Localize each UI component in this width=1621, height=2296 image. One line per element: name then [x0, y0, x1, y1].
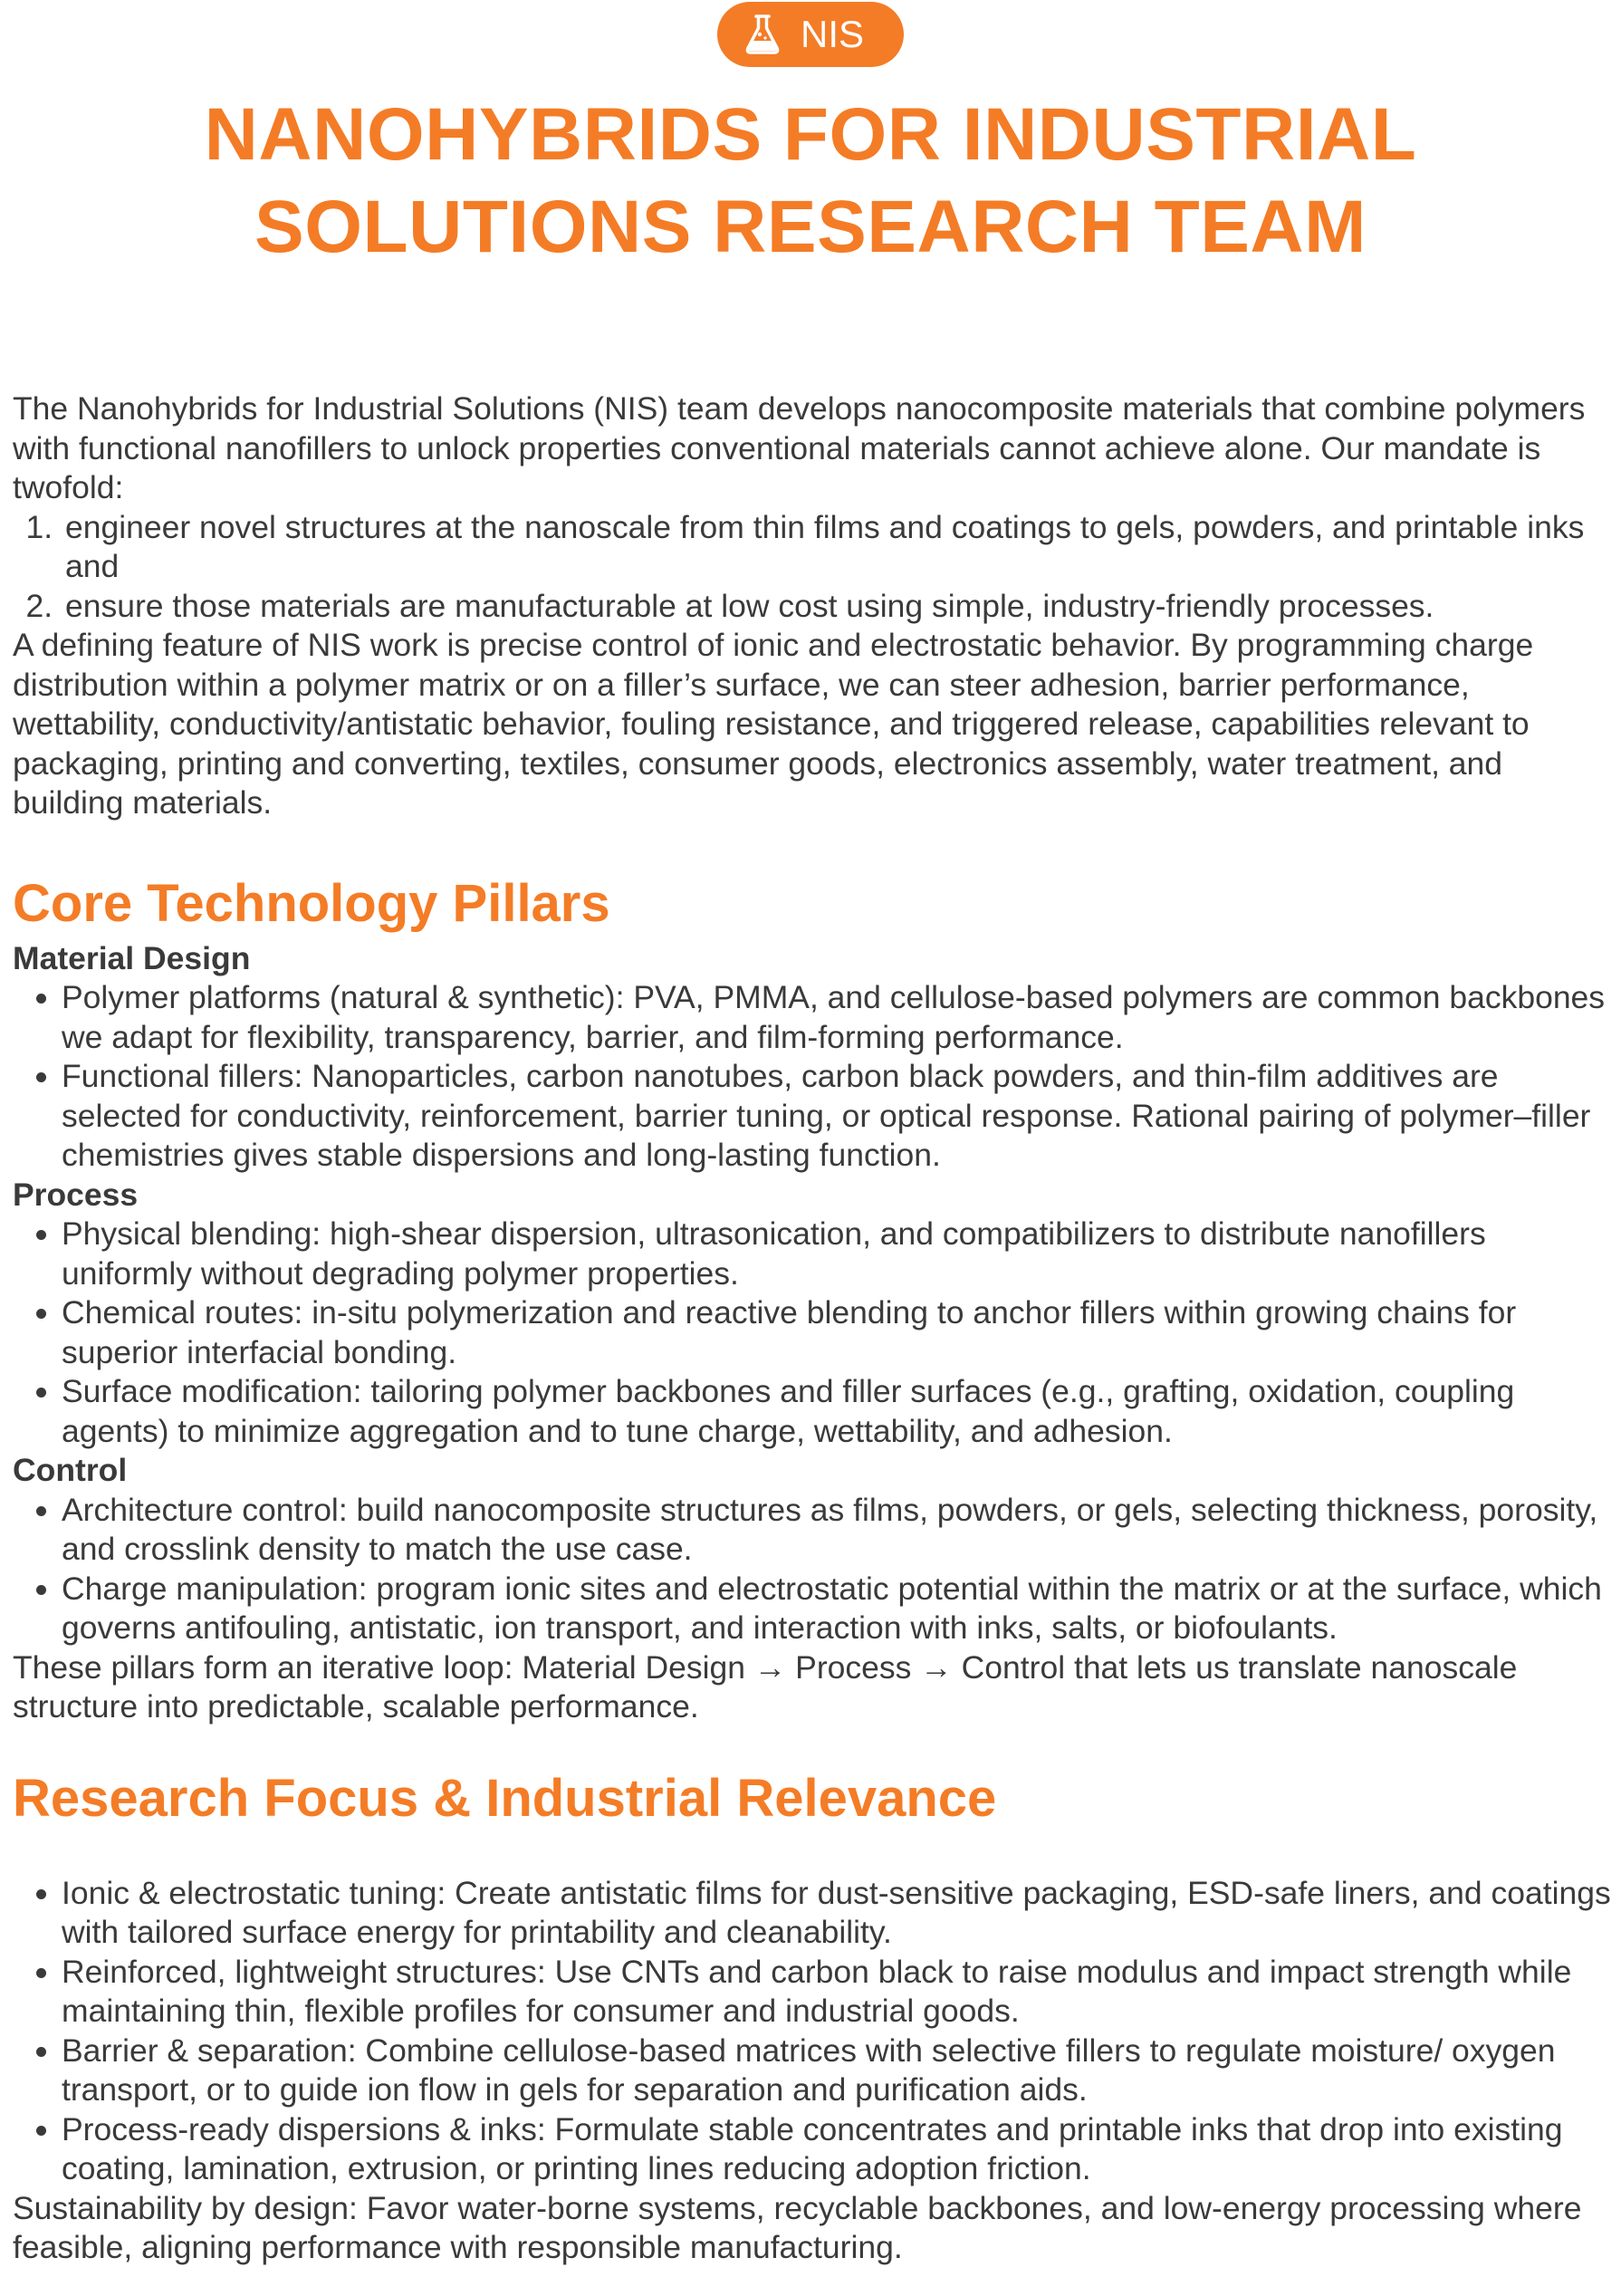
pillar-title: Process [13, 1176, 139, 1213]
mandate-list [13, 508, 1616, 627]
pillar-title: Material Design [13, 939, 251, 976]
list-item: • Barrier & separation: Combine cellulose-based matrices with selective fillers to regulate moisture/ oxygen transport, or to guide ion flow in gels for separation and purification aids. [62, 2032, 1616, 2110]
list-item: • Physical blending: high-shear dispersion, ultrasonication, and compatibilizers to distribute nanofillers uniformly without degrading polymer properties. [62, 1215, 1616, 1293]
list-item: • Polymer platforms (natural & synthetic): PVA, PMMA, and cellulose-based polymers are common backbones we adapt for flexibility, transparency, barrier, and film-forming performance. [62, 978, 1616, 1057]
badge-row [0, 0, 1621, 67]
list-item: • Chemical routes: in-situ polymerization and reactive blending to anchor fillers within growing chains for superior interfacial bonding. [62, 1293, 1616, 1372]
page-title: NANOHYBRIDS FOR INDUSTRIAL SOLUTIONS RESEARCH TEAM [204, 93, 1417, 268]
research-closing: Sustainability by design: Favor water-borne systems, recyclable backbones, and low-energy processing where feasible, aligning performance with responsible manufacturing. [13, 2189, 1582, 2265]
intro-paragraph: A defining feature of NIS work is precise control of ionic and electrostatic behavior. By programming charge distribution within a polymer matrix or on a filler’s surface, we can steer adhesion, barrier performance, wettability, conductivity/antistatic behavior, fouling resistance, and triggered release, capabilities relevant to packaging, printing and converting, textiles, consumer goods, electronics assembly, water treatment, and building materials. [13, 627, 1534, 821]
document-page [13, 0, 1616, 2268]
mandate-item: 1. engineer novel structures at the nanoscale from thin films and coatings to gels, powders, and printable inks and [62, 508, 1616, 587]
research-list [13, 1874, 1616, 2189]
list-item: • Process-ready dispersions & inks: Formulate stable concentrates and printable inks that drop into existing coating, lamination, extrusion, or printing lines reducing adoption friction. [62, 2110, 1616, 2189]
list-item: • Reinforced, lightweight structures: Use CNTs and carbon black to raise modulus and impact strength while maintaining thin, flexible profiles for consumer and industrial goods. [62, 1953, 1616, 2032]
pillar-title: Control [13, 1452, 128, 1488]
intro-section [13, 389, 1616, 823]
team-badge [717, 2, 904, 67]
research-focus-section [13, 1874, 1616, 2268]
core-pillars-heading: Core Technology Pillars [13, 873, 610, 933]
pillar-list [13, 1215, 1616, 1451]
badge-label: NIS [800, 13, 864, 55]
mandate-item: 2. ensure those materials are manufacturable at low cost using simple, industry-friendly processes. [62, 587, 1616, 627]
list-item: • Functional fillers: Nanoparticles, carbon nanotubes, carbon black powders, and thin-film additives are selected for conductivity, reinforcement, barrier tuning, or optical response. Rational pairing of polymer–filler chemistries gives stable dispersions and long-lasting function. [62, 1057, 1616, 1176]
research-focus-heading: Research Focus & Industrial Relevance [13, 1768, 997, 1828]
pillars-closing: These pillars form an iterative loop: Material Design → Process → Control that lets us translate nanoscale structure into predictable, scalable performance. [13, 1648, 1518, 1724]
core-pillars-section [13, 939, 1616, 1727]
list-item: • Architecture control: build nanocomposite structures as films, powders, or gels, selecting thickness, porosity, and crosslink density to match the use case. [62, 1491, 1616, 1570]
pillar-list [13, 1491, 1616, 1648]
intro-paragraph: The Nanohybrids for Industrial Solutions (NIS) team develops nanocomposite materials that combine polymers with functional nanofillers to unlock properties conventional materials cannot achieve alone. Our mandate is twofold: [13, 390, 1586, 505]
flask-icon [744, 14, 781, 55]
list-item: • Surface modification: tailoring polymer backbones and filler surfaces (e.g., grafting, oxidation, coupling agents) to minimize aggregation and to tune charge, wettability, and adhesion. [62, 1372, 1616, 1451]
list-item: • Ionic & electrostatic tuning: Create antistatic films for dust-sensitive packaging, ESD-safe liners, and coatings with tailored surface energy for printability and cleanability. [62, 1874, 1616, 1953]
pillar-list [13, 978, 1616, 1176]
list-item: • Charge manipulation: program ionic sites and electrostatic potential within the matrix or at the surface, which governs antifouling, antistatic, ion transport, and interaction with inks, salts, or biofoulants. [62, 1570, 1616, 1648]
